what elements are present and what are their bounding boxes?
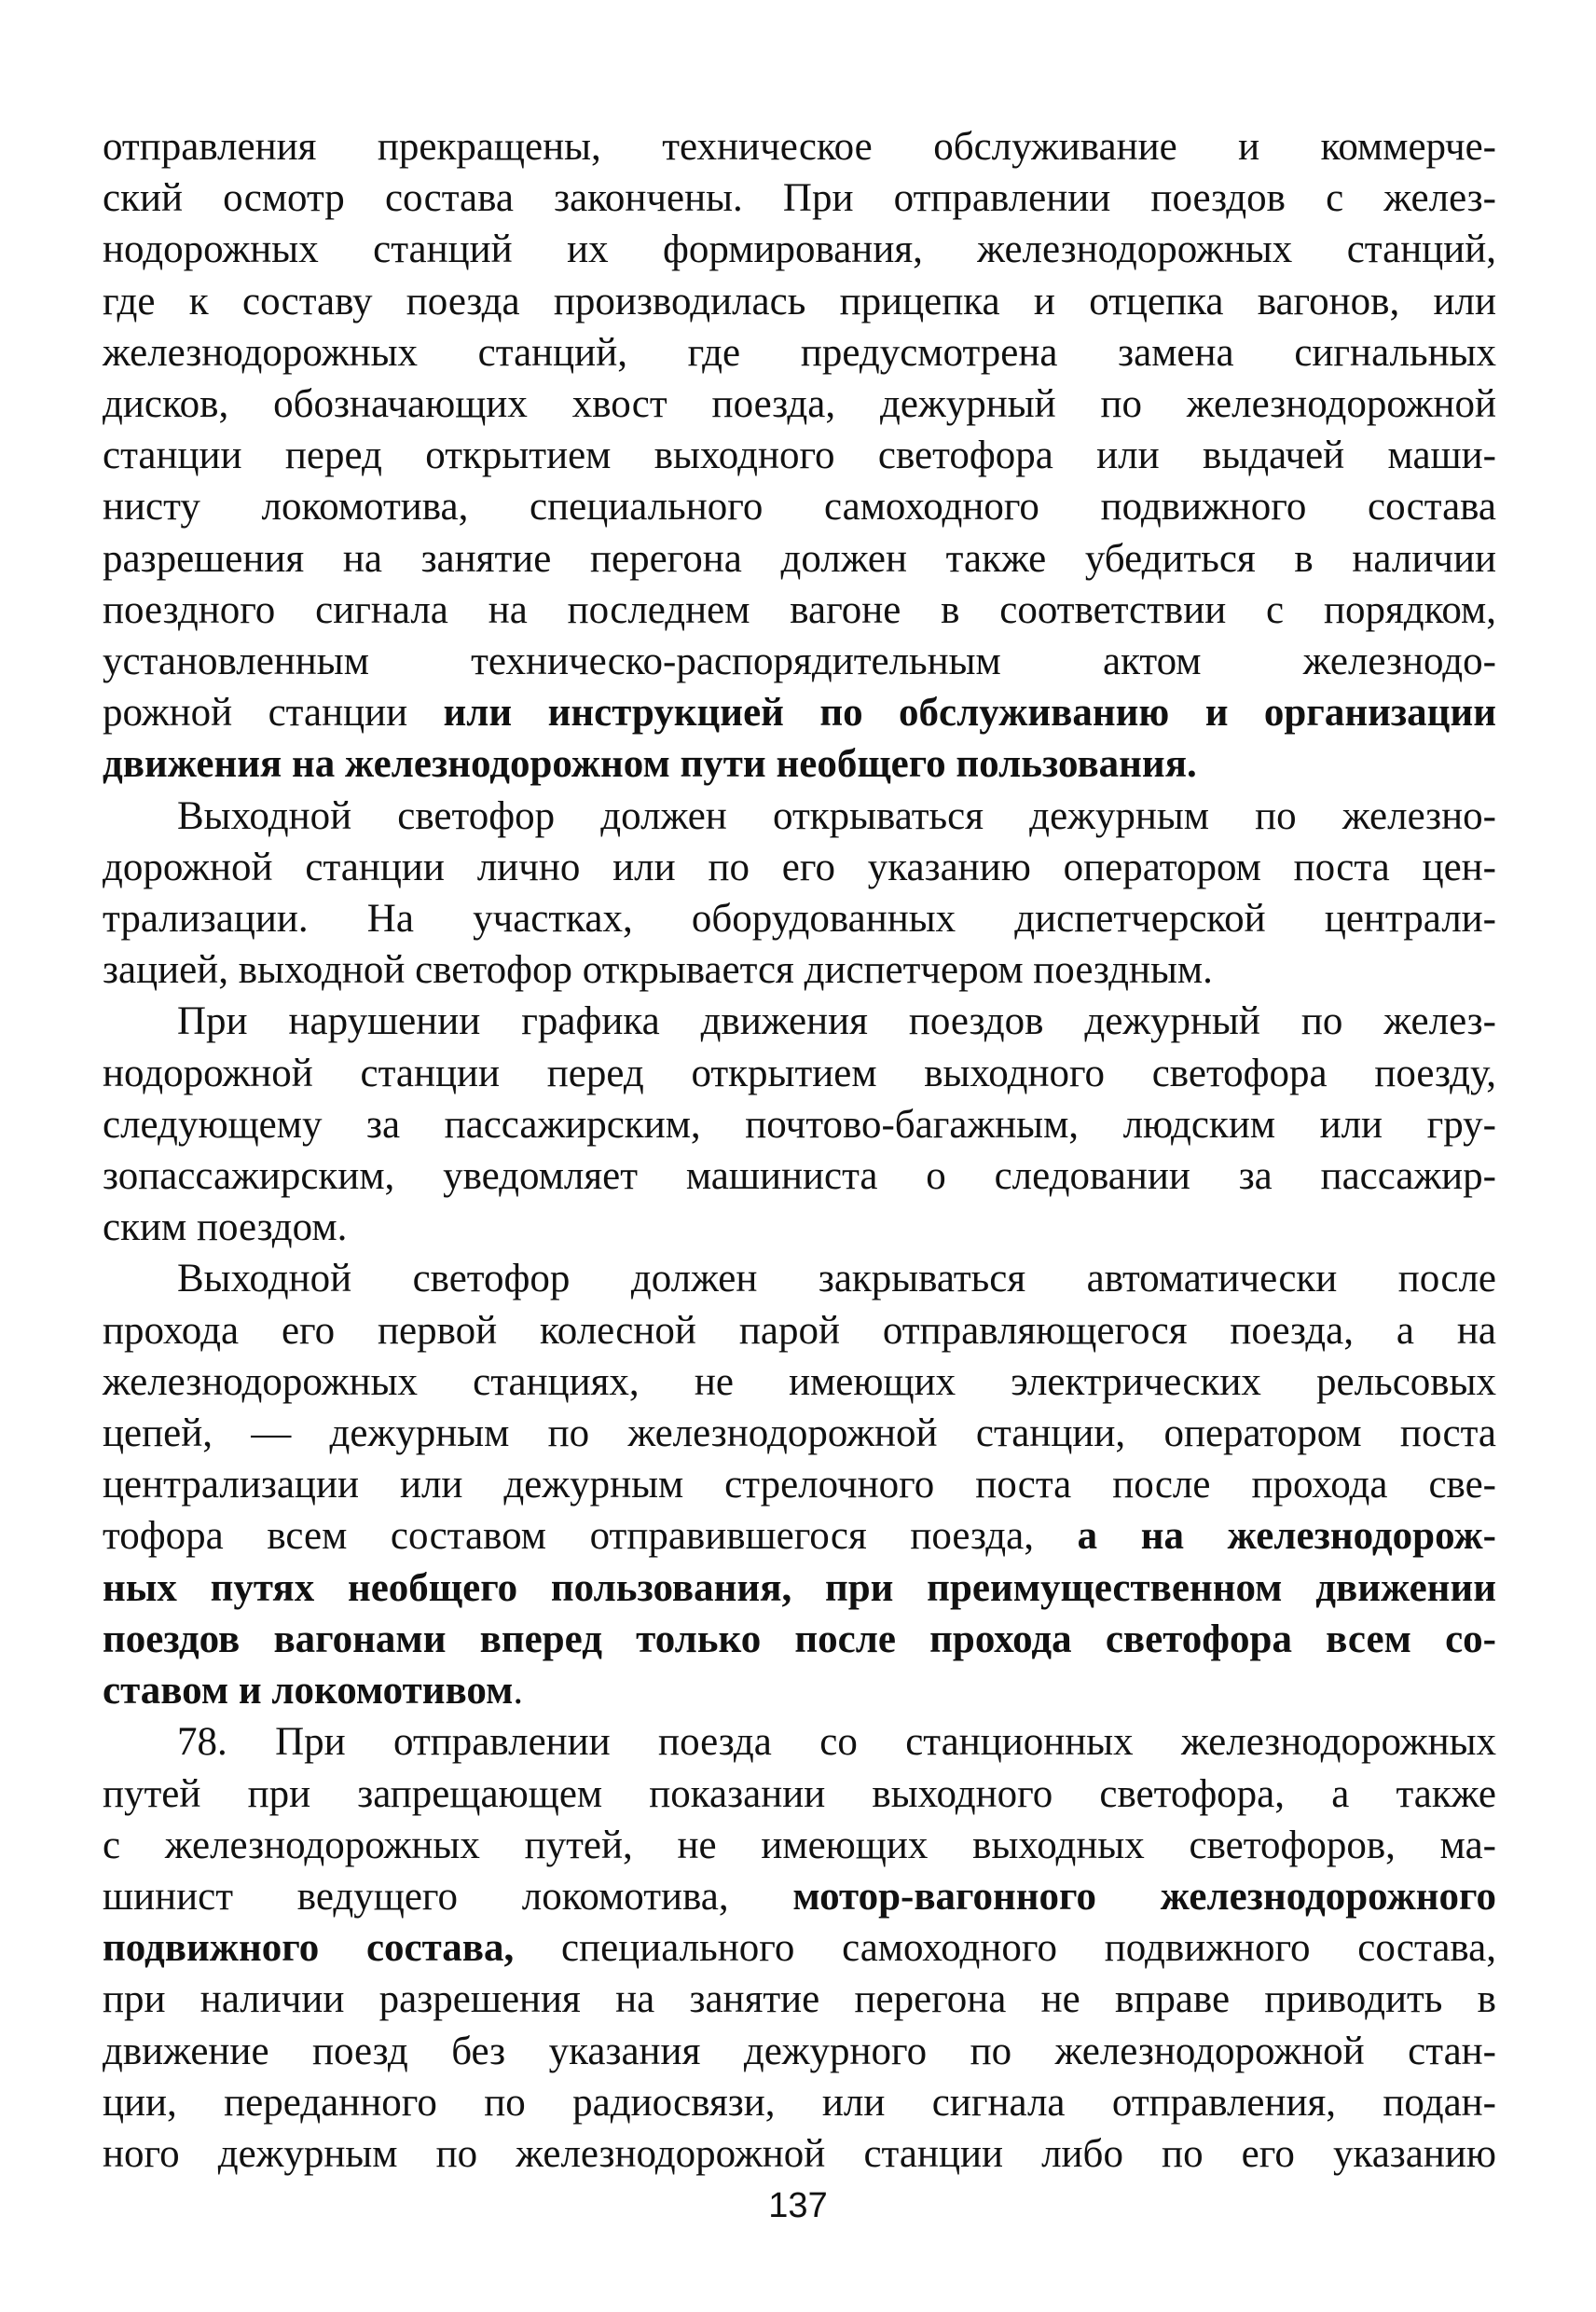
text-segment: нодорожных станций их формирования, железнодорожных станций, bbox=[103, 227, 1496, 272]
text-line bbox=[103, 842, 1496, 893]
text-line bbox=[103, 2026, 1496, 2077]
text-line bbox=[103, 1202, 1496, 1253]
text-segment: станции перед открытием выходного светофора или выдачей маши- bbox=[103, 434, 1496, 478]
text-line bbox=[103, 738, 1496, 790]
text-segment: Выходной светофор должен открываться дежурным по железно- bbox=[177, 793, 1496, 838]
text-segment: тофора всем составом отправившегося поезда, bbox=[103, 1514, 1078, 1559]
bold-text: ных путях необщего пользования, при преимущественном движении bbox=[103, 1565, 1496, 1610]
document-body bbox=[103, 121, 1496, 2180]
text-line bbox=[103, 224, 1496, 275]
text-line bbox=[103, 2077, 1496, 2128]
text-line bbox=[103, 327, 1496, 378]
text-segment: рожной станции bbox=[103, 691, 444, 736]
text-line bbox=[103, 1459, 1496, 1510]
text-line bbox=[103, 1253, 1496, 1304]
text-line bbox=[103, 996, 1496, 1047]
text-line bbox=[103, 430, 1496, 481]
text-line bbox=[103, 893, 1496, 944]
bold-text: или инструкцией по обслуживанию и организации bbox=[443, 691, 1496, 736]
text-line bbox=[103, 944, 1496, 996]
text-segment: нисту локомотива, специального самоходного подвижного состава bbox=[103, 485, 1496, 530]
text-line bbox=[103, 378, 1496, 430]
text-line bbox=[103, 1665, 1496, 1716]
text-segment: зацией, выходной светофор открывается диспетчером поездным. bbox=[103, 948, 1213, 993]
text-segment: с железнодорожных путей, не имеющих выходных светофоров, ма- bbox=[103, 1823, 1496, 1867]
text-segment: где к составу поезда производилась прицепка и отцепка вагонов, или bbox=[103, 279, 1496, 323]
text-line bbox=[103, 1408, 1496, 1459]
text-segment: нодорожной станции перед открытием выходного светофора поезду, bbox=[103, 1051, 1496, 1095]
text-line bbox=[103, 276, 1496, 327]
text-segment: прохода его первой колесной парой отправляющегося поезда, а на bbox=[103, 1308, 1496, 1353]
text-segment: дисков, обозначающих хвост поезда, дежурный по железнодорожной bbox=[103, 382, 1496, 427]
text-segment: Выходной светофор должен закрываться автоматически после bbox=[177, 1257, 1496, 1301]
text-line bbox=[103, 172, 1496, 224]
text-line bbox=[103, 1562, 1496, 1614]
text-segment: отправления прекращены, техническое обслуживание и коммерче- bbox=[103, 125, 1496, 169]
text-segment: ским поездом. bbox=[103, 1205, 348, 1250]
text-line bbox=[103, 1048, 1496, 1099]
bold-text: ставом и локомотивом bbox=[103, 1669, 514, 1713]
text-line bbox=[103, 636, 1496, 687]
text-segment: путей при запрещающем показании выходного светофора, а также bbox=[103, 1771, 1496, 1816]
text-segment: дорожной станции лично или по его указанию оператором поста цен- bbox=[103, 845, 1496, 889]
text-line bbox=[103, 1614, 1496, 1665]
text-segment: зопассажирским, уведомляет машиниста о следовании за пассажир- bbox=[103, 1154, 1496, 1199]
text-segment: ного дежурным по железнодорожной станции либо по его указанию bbox=[103, 2131, 1496, 2176]
text-line bbox=[103, 1305, 1496, 1356]
bold-text: мотор-вагонного железнодорожного bbox=[792, 1874, 1496, 1919]
text-line bbox=[103, 2128, 1496, 2180]
bold-text: а на железнодорож- bbox=[1077, 1514, 1496, 1559]
text-line bbox=[103, 1150, 1496, 1202]
text-line bbox=[103, 481, 1496, 532]
text-segment: разрешения на занятие перегона должен также убедиться в наличии bbox=[103, 536, 1496, 581]
page-number: 137 bbox=[768, 2186, 828, 2225]
text-segment: . bbox=[513, 1669, 524, 1713]
bold-text: подвижного состава, bbox=[103, 1926, 515, 1971]
text-segment: движение поезд без указания дежурного по железнодорожной стан- bbox=[103, 2029, 1496, 2073]
text-line bbox=[103, 1922, 1496, 1974]
text-segment: трализации. На участках, оборудованных диспетчерской централи- bbox=[103, 897, 1496, 942]
text-segment: шинист ведущего локомотива, bbox=[103, 1874, 793, 1919]
text-line bbox=[103, 585, 1496, 636]
text-segment: ский осмотр состава закончены. При отправлении поездов с желез- bbox=[103, 176, 1496, 221]
text-segment: поездного сигнала на последнем вагоне в соответствии с порядком, bbox=[103, 587, 1496, 632]
text-line bbox=[103, 687, 1496, 738]
bold-text: движения на железнодорожном пути необщего пользования. bbox=[103, 742, 1197, 787]
text-segment: ции, переданного по радиосвязи, или сигнала отправления, подан- bbox=[103, 2080, 1496, 2125]
text-segment: железнодорожных станций, где предусмотрена замена сигнальных bbox=[103, 330, 1496, 375]
text-line bbox=[103, 1768, 1496, 1820]
text-segment: централизации или дежурным стрелочного поста после прохода све- bbox=[103, 1463, 1496, 1507]
text-segment: 78. При отправлении поезда со станционных железнодорожных bbox=[177, 1720, 1496, 1765]
text-line bbox=[103, 533, 1496, 585]
text-segment: железнодорожных станциях, не имеющих электрических рельсовых bbox=[103, 1359, 1496, 1404]
text-segment: следующему за пассажирским, почтово-багажным, людским или гру- bbox=[103, 1102, 1496, 1147]
text-line bbox=[103, 1716, 1496, 1768]
text-segment: специального самоходного подвижного состава, bbox=[514, 1926, 1496, 1971]
text-segment: при наличии разрешения на занятие перегона не вправе приводить в bbox=[103, 1977, 1496, 2022]
text-segment: цепей, — дежурным по железнодорожной станции, оператором поста bbox=[103, 1411, 1496, 1456]
text-line bbox=[103, 1356, 1496, 1408]
text-line bbox=[103, 1820, 1496, 1871]
text-line bbox=[103, 1871, 1496, 1922]
bold-text: поездов вагонами вперед только после прохода светофора всем со- bbox=[103, 1617, 1496, 1661]
text-line bbox=[103, 1099, 1496, 1150]
text-segment: установленным техническо-распорядительным актом железнодо- bbox=[103, 640, 1496, 684]
text-segment: При нарушении графика движения поездов дежурный по желез- bbox=[177, 999, 1496, 1044]
text-line bbox=[103, 1510, 1496, 1562]
text-line bbox=[103, 121, 1496, 172]
text-line bbox=[103, 1974, 1496, 2025]
text-line bbox=[103, 791, 1496, 842]
